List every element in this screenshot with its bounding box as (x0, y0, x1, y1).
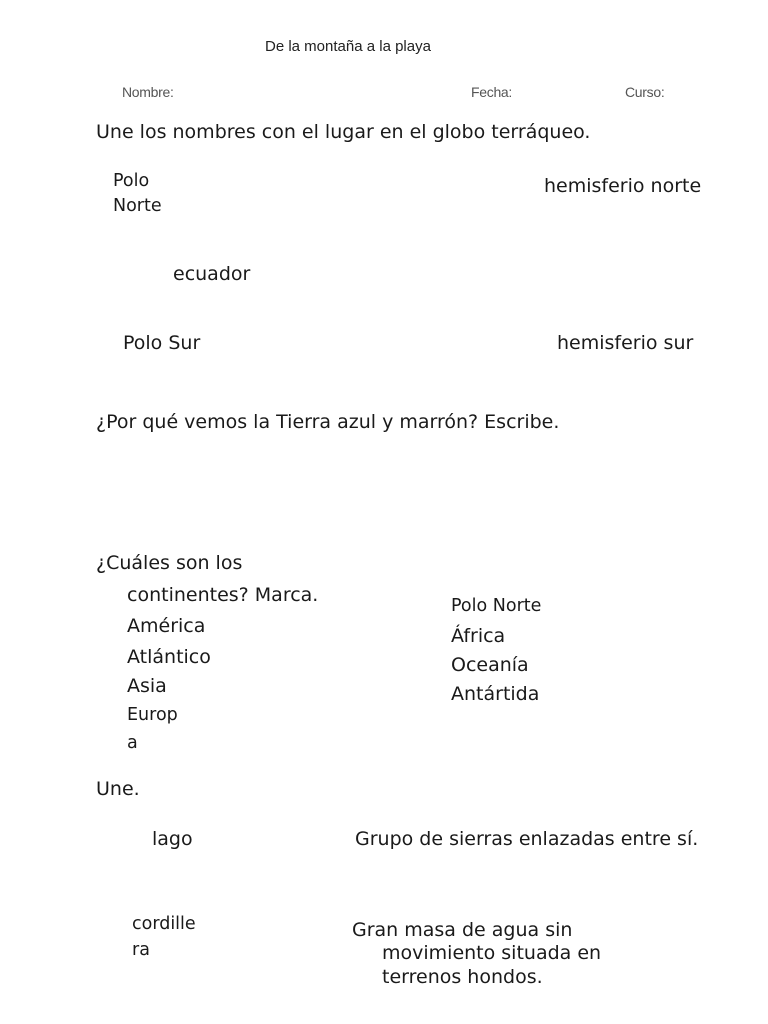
page-title: De la montaña a la playa (265, 38, 431, 55)
option-antartida[interactable]: Antártida (451, 683, 540, 705)
cordillera-label-line1: cordille (132, 914, 196, 934)
cordillera-label-line2: ra (132, 940, 150, 960)
hemisferio-sur-label: hemisferio sur (557, 332, 694, 354)
option-atlantico[interactable]: Atlántico (127, 646, 211, 668)
nombre-label: Nombre: (122, 84, 174, 100)
polo-sur-label: Polo Sur (123, 332, 201, 354)
def-sierras: Grupo de sierras enlazadas entre sí. (355, 828, 699, 850)
question-1-prompt: Une los nombres con el lugar en el globo terráqueo. (96, 121, 591, 143)
option-america[interactable]: América (127, 615, 206, 637)
option-oceania[interactable]: Oceanía (451, 654, 529, 676)
ecuador-label: ecuador (173, 263, 251, 285)
polo-norte-label-line1: Polo (113, 171, 150, 191)
question-4-prompt: Une. (96, 778, 140, 800)
hemisferio-norte-label: hemisferio norte (544, 175, 702, 197)
question-3-prompt-line1: ¿Cuáles son los (96, 552, 243, 574)
option-europa-line1[interactable]: Europ (127, 705, 178, 725)
polo-norte-label-line2: Norte (113, 196, 162, 216)
fecha-label: Fecha: (471, 84, 512, 100)
option-asia[interactable]: Asia (127, 675, 167, 697)
option-africa[interactable]: África (451, 625, 506, 647)
option-europa-line2[interactable]: a (127, 733, 138, 753)
def-lago-line2: movimiento situada en (382, 942, 602, 964)
question-3-prompt-line2: continentes? Marca. (127, 584, 319, 606)
lago-label: lago (152, 828, 193, 850)
option-polo-norte[interactable]: Polo Norte (451, 596, 542, 616)
question-2-prompt: ¿Por qué vemos la Tierra azul y marrón? Escribe. (96, 411, 560, 433)
curso-label: Curso: (625, 84, 665, 100)
def-lago-line3: terrenos hondos. (382, 966, 543, 988)
def-lago-line1: Gran masa de agua sin (352, 919, 573, 941)
